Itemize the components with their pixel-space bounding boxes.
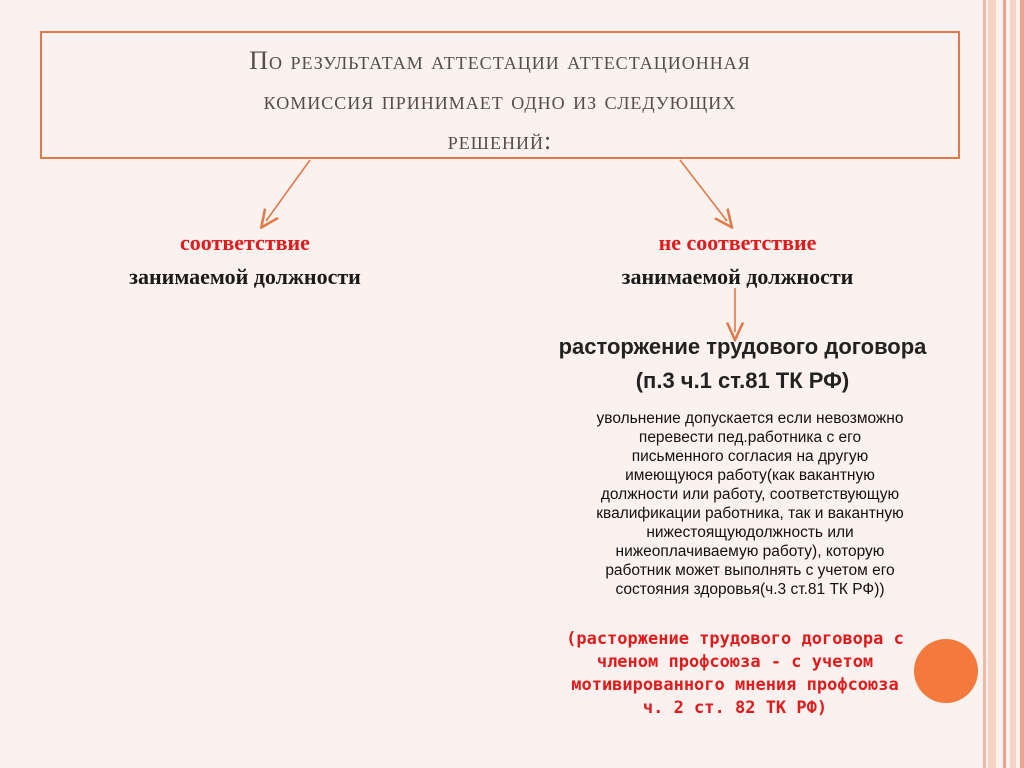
title-line-2: комиссия принимает одно из следующих xyxy=(263,86,737,115)
non-compliance-position: занимаемой должности xyxy=(621,264,854,289)
non-compliance-decision xyxy=(575,226,900,294)
title-box xyxy=(40,31,960,159)
paragraph-line: квалификации работника, так и вакантную xyxy=(596,505,904,522)
termination-line-1: расторжение трудового договора xyxy=(558,334,927,359)
termination-heading xyxy=(500,330,985,398)
paragraph-line: имеющуюся работу(как вакантную xyxy=(625,467,875,484)
paragraph-line: работник может выполнять с учетом его xyxy=(605,562,895,579)
union-note xyxy=(495,628,975,720)
page-title xyxy=(42,41,958,161)
paragraph-line: письменного согласия на другую xyxy=(631,448,869,465)
paragraph-line: перевести пед.работника с его xyxy=(638,429,862,446)
paragraph-line: нижеоплачиваемую работу), которую xyxy=(615,543,885,560)
note-line: ч. 2 ст. 82 ТК РФ) xyxy=(642,698,828,718)
note-line: (расторжение трудового договора с xyxy=(566,629,904,649)
termination-line-2: (п.3 ч.1 ст.81 ТК РФ) xyxy=(635,368,850,393)
note-line: членом профсоюза - с учетом xyxy=(596,652,874,672)
compliance-label: соответствие xyxy=(180,230,310,255)
dismissal-paragraph xyxy=(540,409,960,599)
paragraph-line: должности или работу, соответствующую xyxy=(600,486,900,503)
title-line-3: решений: xyxy=(447,126,553,155)
non-compliance-label: не соответствие xyxy=(658,230,817,255)
paragraph-line: состояния здоровья(ч.3 ст.81 ТК РФ)) xyxy=(615,581,885,598)
title-line-1: По результатам аттестации аттестационная xyxy=(249,46,751,75)
arrow-right xyxy=(680,160,727,221)
compliance-decision xyxy=(80,226,410,294)
arrow-left xyxy=(266,160,310,221)
note-line: мотивированного мнения профсоюза xyxy=(571,675,899,695)
paragraph-line: нижестоящуюдолжность или xyxy=(646,524,854,541)
compliance-position: занимаемой должности xyxy=(129,264,361,289)
paragraph-line: увольнение допускается если невозможно xyxy=(596,410,904,427)
